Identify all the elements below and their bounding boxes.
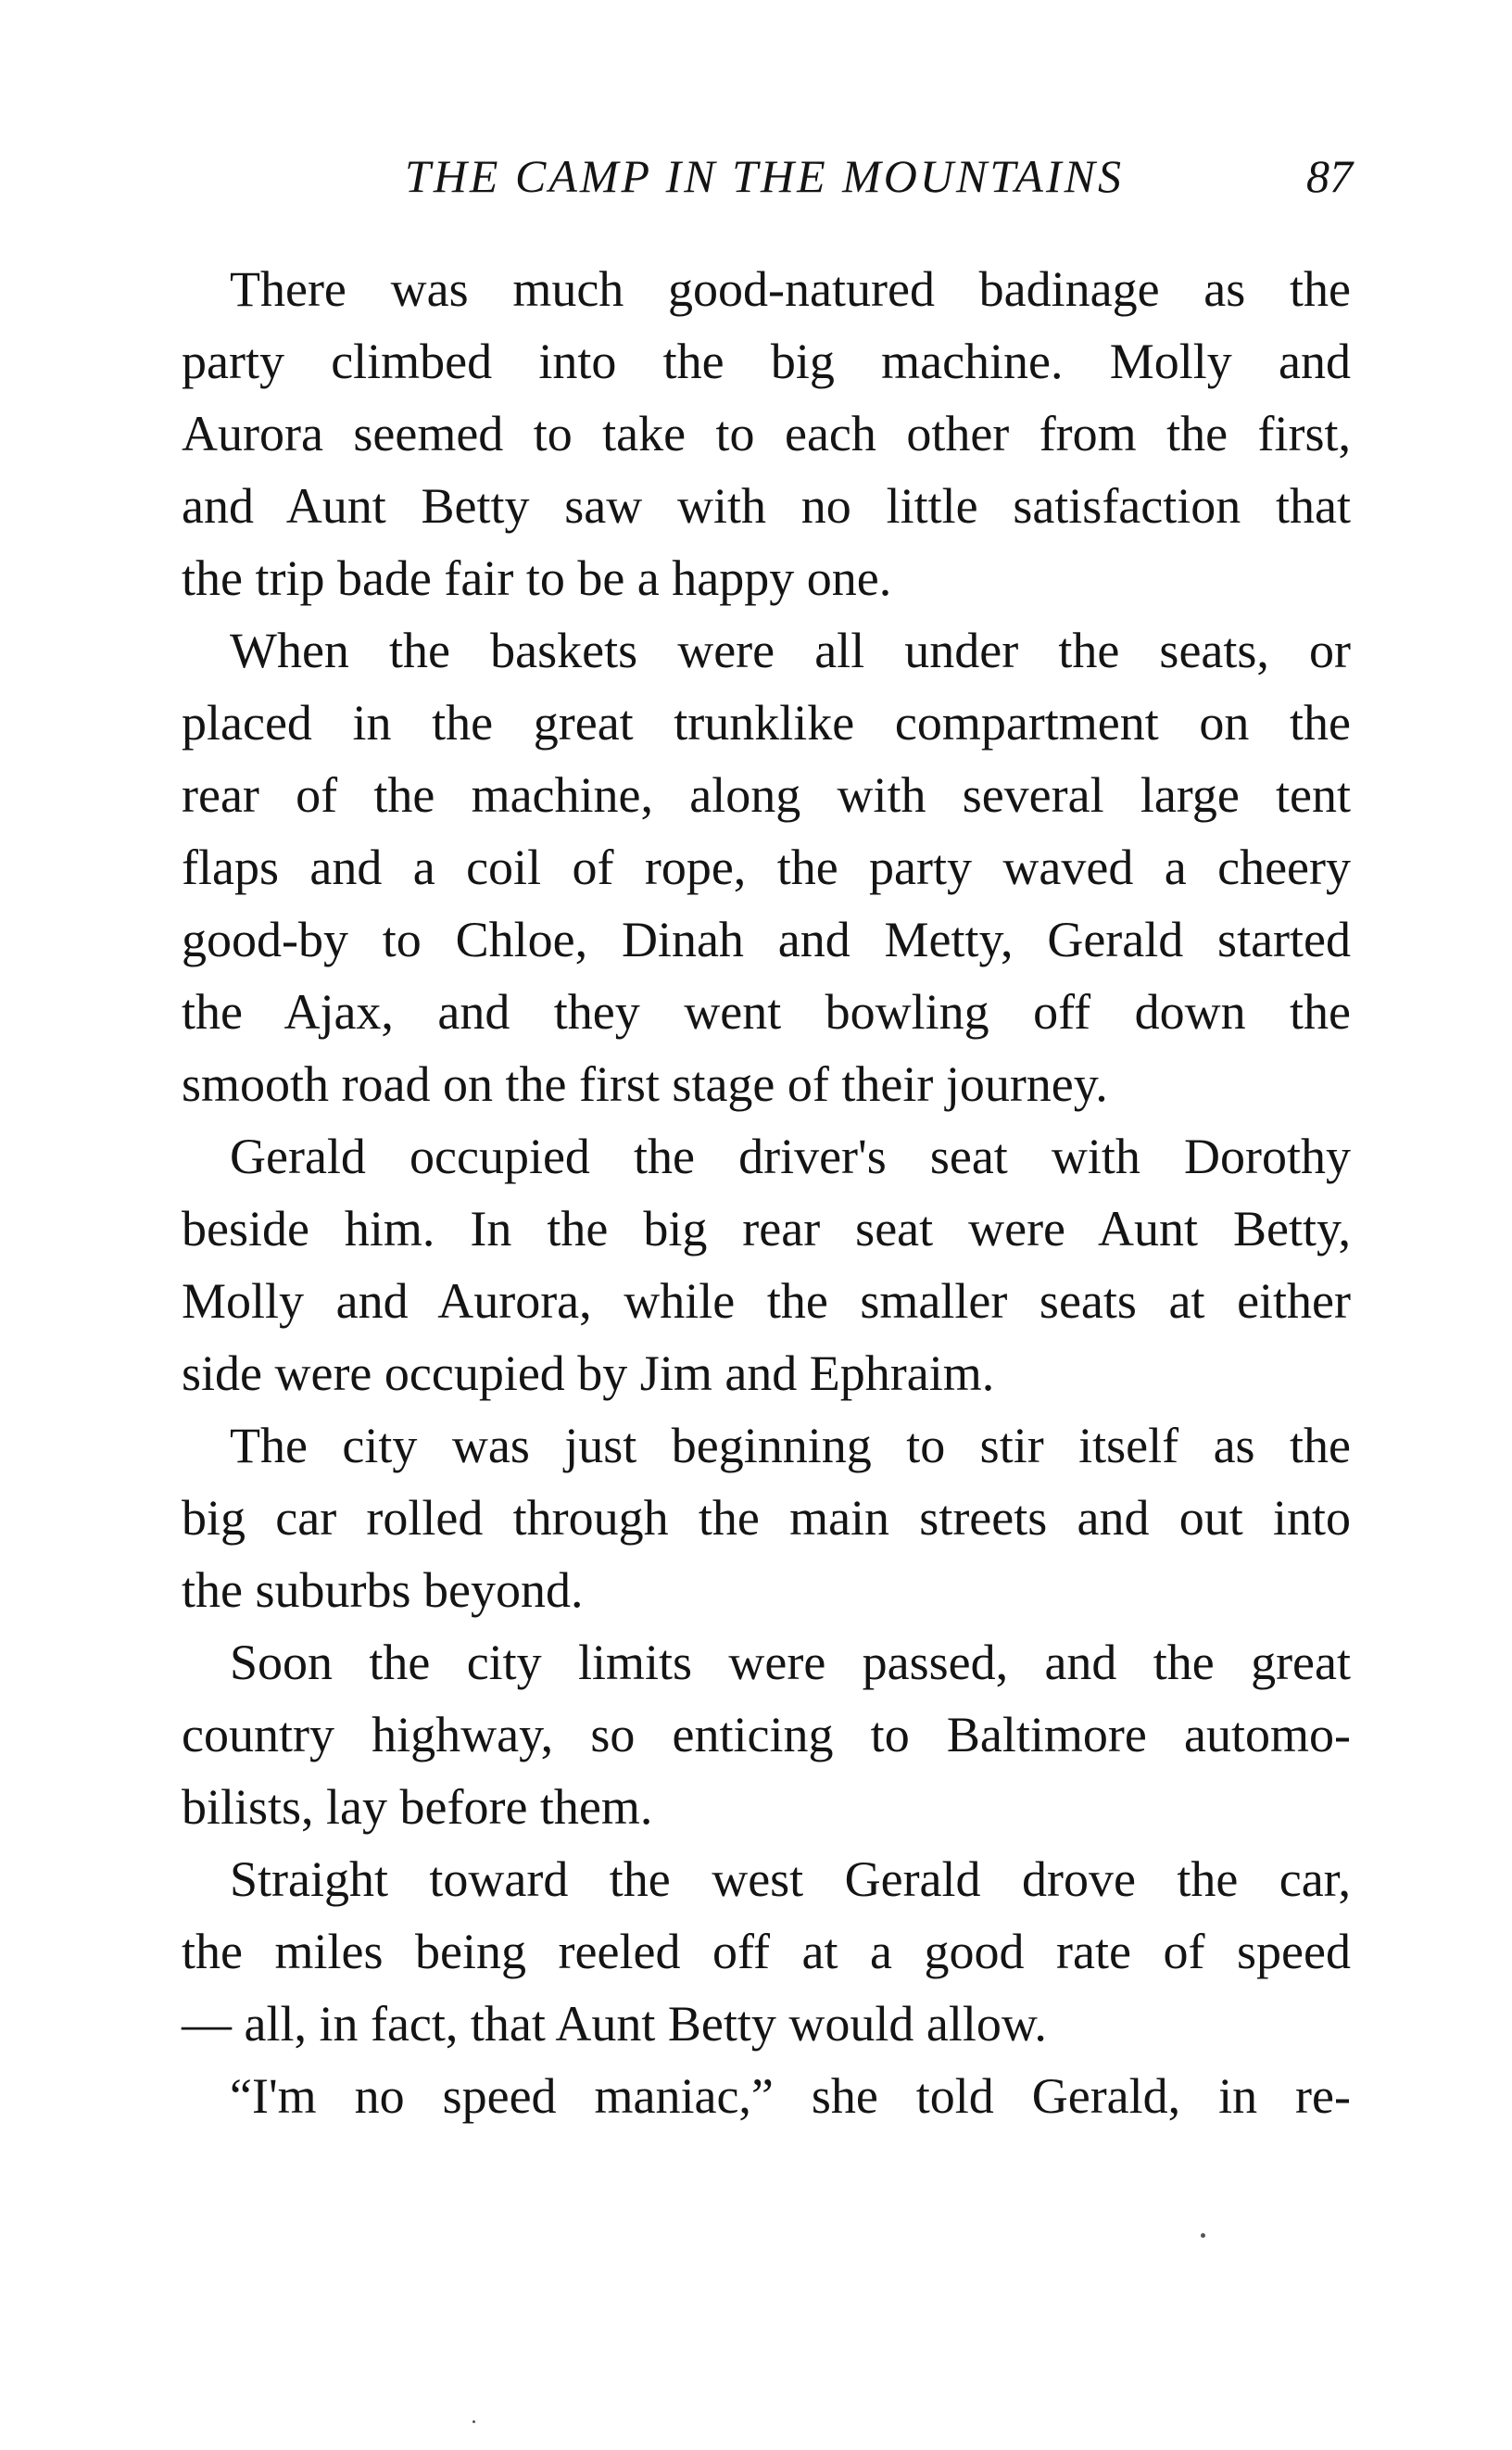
text-line: bilists, lay before them. xyxy=(182,1779,653,1835)
print-speck xyxy=(1201,2233,1205,2238)
text-line: Molly and Aurora, while the smaller seats at either xyxy=(182,1273,1351,1329)
text-line: country highway, so enticing to Baltimore automo- xyxy=(182,1707,1351,1762)
text-line: placed in the great trunklike compartment on the xyxy=(182,695,1351,751)
text-line: the trip bade fair to be a happy one. xyxy=(182,550,892,606)
text-line: big car rolled through the main streets and out into xyxy=(182,1490,1351,1546)
body-text xyxy=(182,253,1351,2132)
text-line: party climbed into the big machine. Molly and xyxy=(182,334,1351,389)
text-line: side were occupied by Jim and Ephraim. xyxy=(182,1345,995,1401)
text-line: beside him. In the big rear seat were Aunt Betty, xyxy=(182,1201,1351,1257)
text-line: the Ajax, and they went bowling off down the xyxy=(182,984,1351,1040)
text-line: Aurora seemed to take to each other from the first, xyxy=(182,406,1351,461)
text-line: “I'm no speed maniac,” she told Gerald, in re- xyxy=(230,2068,1351,2124)
text-line: When the baskets were all under the seats, or xyxy=(230,623,1351,678)
text-line: — all, in fact, that Aunt Betty would allow. xyxy=(182,1996,1047,2052)
text-line: the miles being reeled off at a good rate of speed xyxy=(182,1924,1351,1979)
text-line: the suburbs beyond. xyxy=(182,1562,584,1618)
text-line: Soon the city limits were passed, and the great xyxy=(230,1635,1351,1690)
text-line: good-by to Chloe, Dinah and Metty, Gerald started xyxy=(182,912,1351,967)
page-number: 87 xyxy=(1306,150,1353,202)
text-line: smooth road on the first stage of their journey. xyxy=(182,1056,1108,1112)
text-line: The city was just beginning to stir itself as the xyxy=(230,1418,1351,1473)
text-line: There was much good-natured badinage as the xyxy=(230,261,1351,317)
text-line: Straight toward the west Gerald drove the car, xyxy=(230,1851,1351,1907)
print-speck xyxy=(472,2420,475,2423)
running-head xyxy=(176,144,1353,208)
text-line: flaps and a coil of rope, the party waved a cheery xyxy=(182,840,1351,895)
text-line: and Aunt Betty saw with no little satisfaction that xyxy=(182,478,1351,534)
text-line: Gerald occupied the driver's seat with Dorothy xyxy=(230,1129,1351,1184)
running-title: THE CAMP IN THE MOUNTAINS xyxy=(405,150,1124,202)
text-line: rear of the machine, along with several large tent xyxy=(182,767,1351,823)
